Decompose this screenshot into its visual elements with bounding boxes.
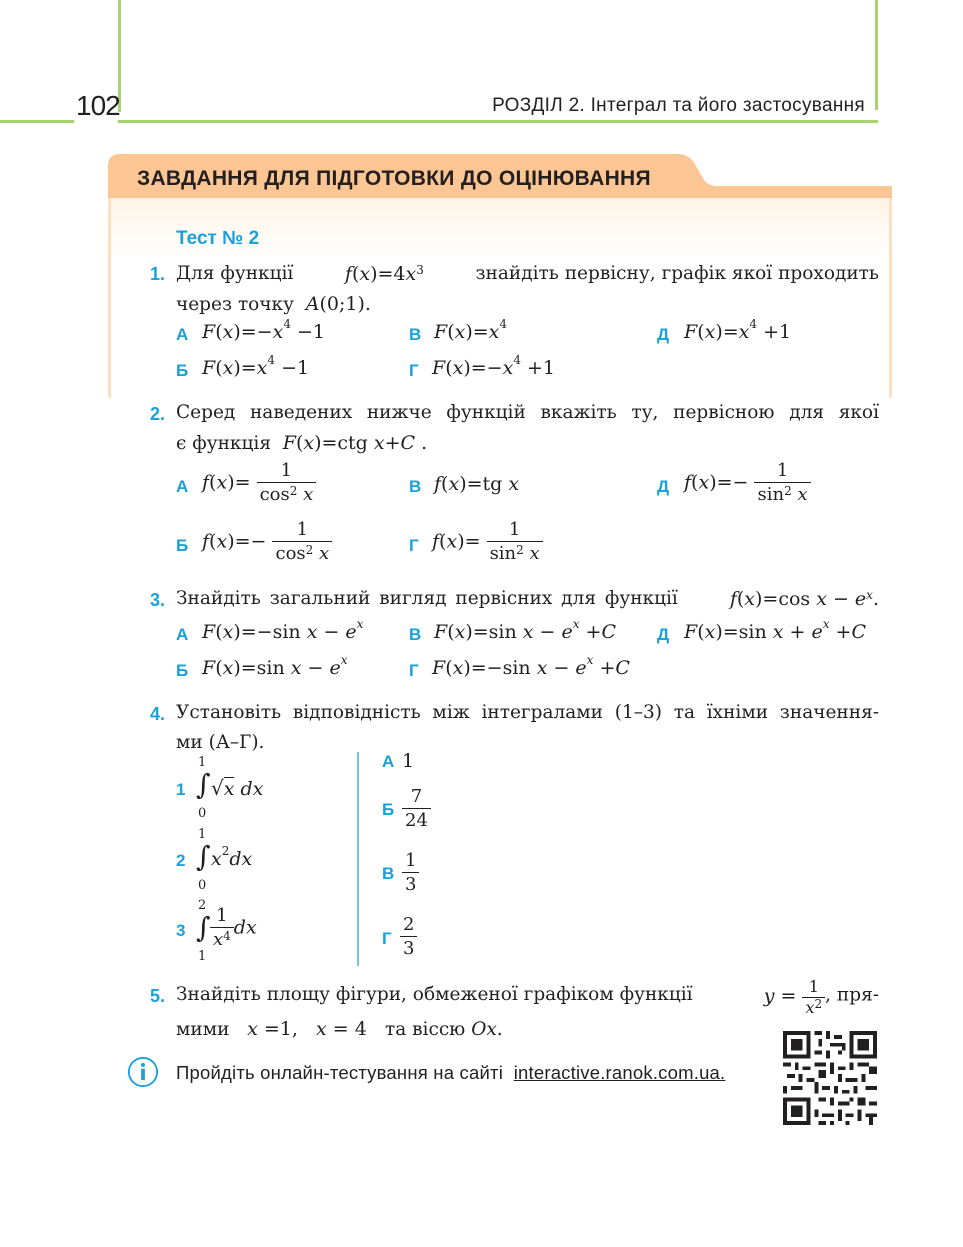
option-letter: Д bbox=[657, 325, 670, 344]
option-letter: Д bbox=[657, 477, 670, 496]
running-head: РОЗДІЛ 2. Інтеграл та його застосування bbox=[492, 95, 865, 116]
option-formula: F(x)=sin $x + e^x +C$ bbox=[684, 617, 867, 643]
numerator: 2 bbox=[403, 914, 415, 935]
option-formula: F(x)=−sin $x - e^x +C$ bbox=[432, 653, 630, 679]
option-letter: А bbox=[176, 477, 189, 496]
formula: x bbox=[316, 1018, 327, 1040]
item-number: 3 bbox=[176, 921, 186, 940]
question-1-text bbox=[176, 259, 879, 320]
formula: f(x)=cos $x - e^x$. bbox=[729, 588, 879, 610]
option-formula: F(x)=sin $x - e^x +C$ bbox=[434, 617, 617, 643]
header-rule bbox=[118, 120, 878, 123]
option-formula: f(x)= $\frac{1}{\sin^2 x}$ bbox=[432, 519, 543, 566]
question-text: Серед наведених нижче функцій вкажіть ту, первісною для якої bbox=[176, 402, 879, 423]
item-number: 1 bbox=[176, 780, 186, 799]
question-text: та віссю bbox=[384, 1019, 466, 1040]
qr-code[interactable] bbox=[782, 1031, 878, 1125]
option-formula: f(x)=− $\frac{1}{\cos^2 x}$ bbox=[202, 519, 332, 566]
question-text: Установіть відповідність між інтегралами (1–3) та їхніми значення- bbox=[176, 702, 879, 723]
option-letter: А bbox=[176, 625, 189, 644]
answer-value: 1 bbox=[402, 750, 415, 772]
option-formula: $F(x)=x^4 -1$ bbox=[202, 353, 310, 379]
question-text: мими bbox=[176, 1019, 230, 1040]
option-formula: $F(x)=-x^4 -1$ bbox=[202, 317, 326, 343]
question-number: 5. bbox=[150, 986, 166, 1006]
option-letter: Б bbox=[176, 361, 189, 380]
column-divider bbox=[357, 752, 359, 966]
question-4-text bbox=[176, 698, 879, 758]
answer-value bbox=[402, 850, 419, 897]
question-5-text bbox=[176, 976, 879, 1045]
answer-letter: Г bbox=[382, 929, 392, 948]
option-formula: f(x)=− $\frac{1}{\sin^2 x}$ bbox=[684, 460, 811, 507]
numerator: 7 bbox=[410, 786, 423, 807]
item-number: 2 bbox=[176, 851, 186, 870]
integral-upper-limit: 2 bbox=[198, 898, 207, 913]
question-text: Знайдіть площу фігури, обмеженої графіком функції bbox=[176, 984, 693, 1005]
question-number: 2. bbox=[150, 404, 166, 424]
option-letter: Б bbox=[176, 661, 189, 680]
test-title: Тест № 2 bbox=[176, 228, 260, 249]
integral-sign: ∫ bbox=[196, 911, 211, 944]
section-title: ЗАВДАННЯ ДЛЯ ПІДГОТОВКИ ДО ОЦІНЮВАННЯ bbox=[137, 167, 651, 190]
answer-value bbox=[402, 786, 431, 833]
option-letter: Г bbox=[409, 361, 419, 380]
info-icon bbox=[127, 1056, 159, 1088]
answer-value bbox=[400, 914, 417, 961]
option-letter: В bbox=[409, 625, 422, 644]
question-number: 4. bbox=[150, 704, 166, 724]
formula: $f(x)=4x^3$ bbox=[344, 263, 424, 285]
question-text: є функція bbox=[176, 433, 271, 454]
answer-letter: В bbox=[382, 864, 395, 883]
integrand: √x dx bbox=[211, 776, 264, 800]
info-link[interactable]: interactive.ranok.com.ua. bbox=[513, 1062, 726, 1083]
option-letter: В bbox=[409, 477, 422, 496]
formula: A(0;1). bbox=[305, 293, 371, 315]
option-letter: Г bbox=[409, 536, 419, 555]
formula: =1, bbox=[257, 1018, 317, 1040]
integral-upper-limit: 1 bbox=[198, 755, 207, 770]
question-text: , пря- bbox=[825, 984, 879, 1005]
formula: x bbox=[247, 1018, 258, 1040]
question-text: Для функції bbox=[176, 263, 294, 284]
integral-sign: ∫ bbox=[196, 768, 211, 801]
question-2-text bbox=[176, 398, 879, 459]
answer-letter: А bbox=[382, 752, 395, 771]
question-number: 1. bbox=[150, 264, 166, 284]
integral-lower-limit: 1 bbox=[198, 949, 207, 964]
option-letter: В bbox=[409, 325, 422, 344]
header-frame-right bbox=[875, 0, 878, 110]
integrand: $x^2dx$ bbox=[211, 844, 253, 870]
denominator: 24 bbox=[402, 808, 431, 833]
formula: = 4 bbox=[326, 1018, 385, 1040]
header-rule-left bbox=[0, 120, 74, 123]
question-number: 3. bbox=[150, 590, 166, 610]
integral-sign: ∫ bbox=[196, 840, 211, 873]
question-text: ми (А–Г). bbox=[176, 732, 265, 753]
denominator: 3 bbox=[402, 872, 419, 897]
question-text: Знайдіть загальний вигляд первісних для функції bbox=[176, 588, 678, 609]
info-label: Пройдіть онлайн-тестування на сайті bbox=[176, 1062, 504, 1083]
option-formula: f(x)=tg x bbox=[434, 473, 520, 495]
integral-lower-limit: 0 bbox=[198, 806, 207, 821]
numerator: 1 bbox=[405, 850, 417, 871]
option-formula: F(x)=sin $x - e^x$ bbox=[202, 653, 348, 679]
option-formula: F(x)=−sin $x - e^x$ bbox=[202, 617, 364, 643]
answer-letter: Б bbox=[382, 800, 395, 819]
question-3-text bbox=[176, 584, 879, 614]
option-formula: $F(x)=-x^4 +1$ bbox=[432, 353, 556, 379]
option-formula: $F(x)=x^4 +1$ bbox=[684, 317, 792, 343]
integrand: $\frac{1}{x^4}$ dx bbox=[210, 905, 257, 952]
option-formula: $F(x)=x^4$ bbox=[434, 317, 508, 343]
question-text: знайдіть первісну, графік якої проходить bbox=[475, 263, 879, 284]
info-text bbox=[176, 1062, 725, 1084]
question-text: Ox. bbox=[471, 1019, 503, 1040]
option-letter: Г bbox=[409, 661, 419, 680]
option-letter: Д bbox=[657, 625, 670, 644]
option-letter: А bbox=[176, 325, 189, 344]
integral-lower-limit: 0 bbox=[198, 878, 207, 893]
denominator: 3 bbox=[400, 936, 417, 961]
formula: F(x)=ctg x+C . bbox=[282, 432, 428, 454]
question-text: через точку bbox=[176, 294, 294, 315]
page-number: 102 bbox=[76, 90, 120, 121]
formula: y = $\frac{1}{x^2}$ bbox=[764, 985, 825, 1007]
option-formula: f(x)= $\frac{1}{\cos^2 x}$ bbox=[202, 460, 316, 507]
integral-upper-limit: 1 bbox=[198, 827, 207, 842]
option-letter: Б bbox=[176, 536, 189, 555]
